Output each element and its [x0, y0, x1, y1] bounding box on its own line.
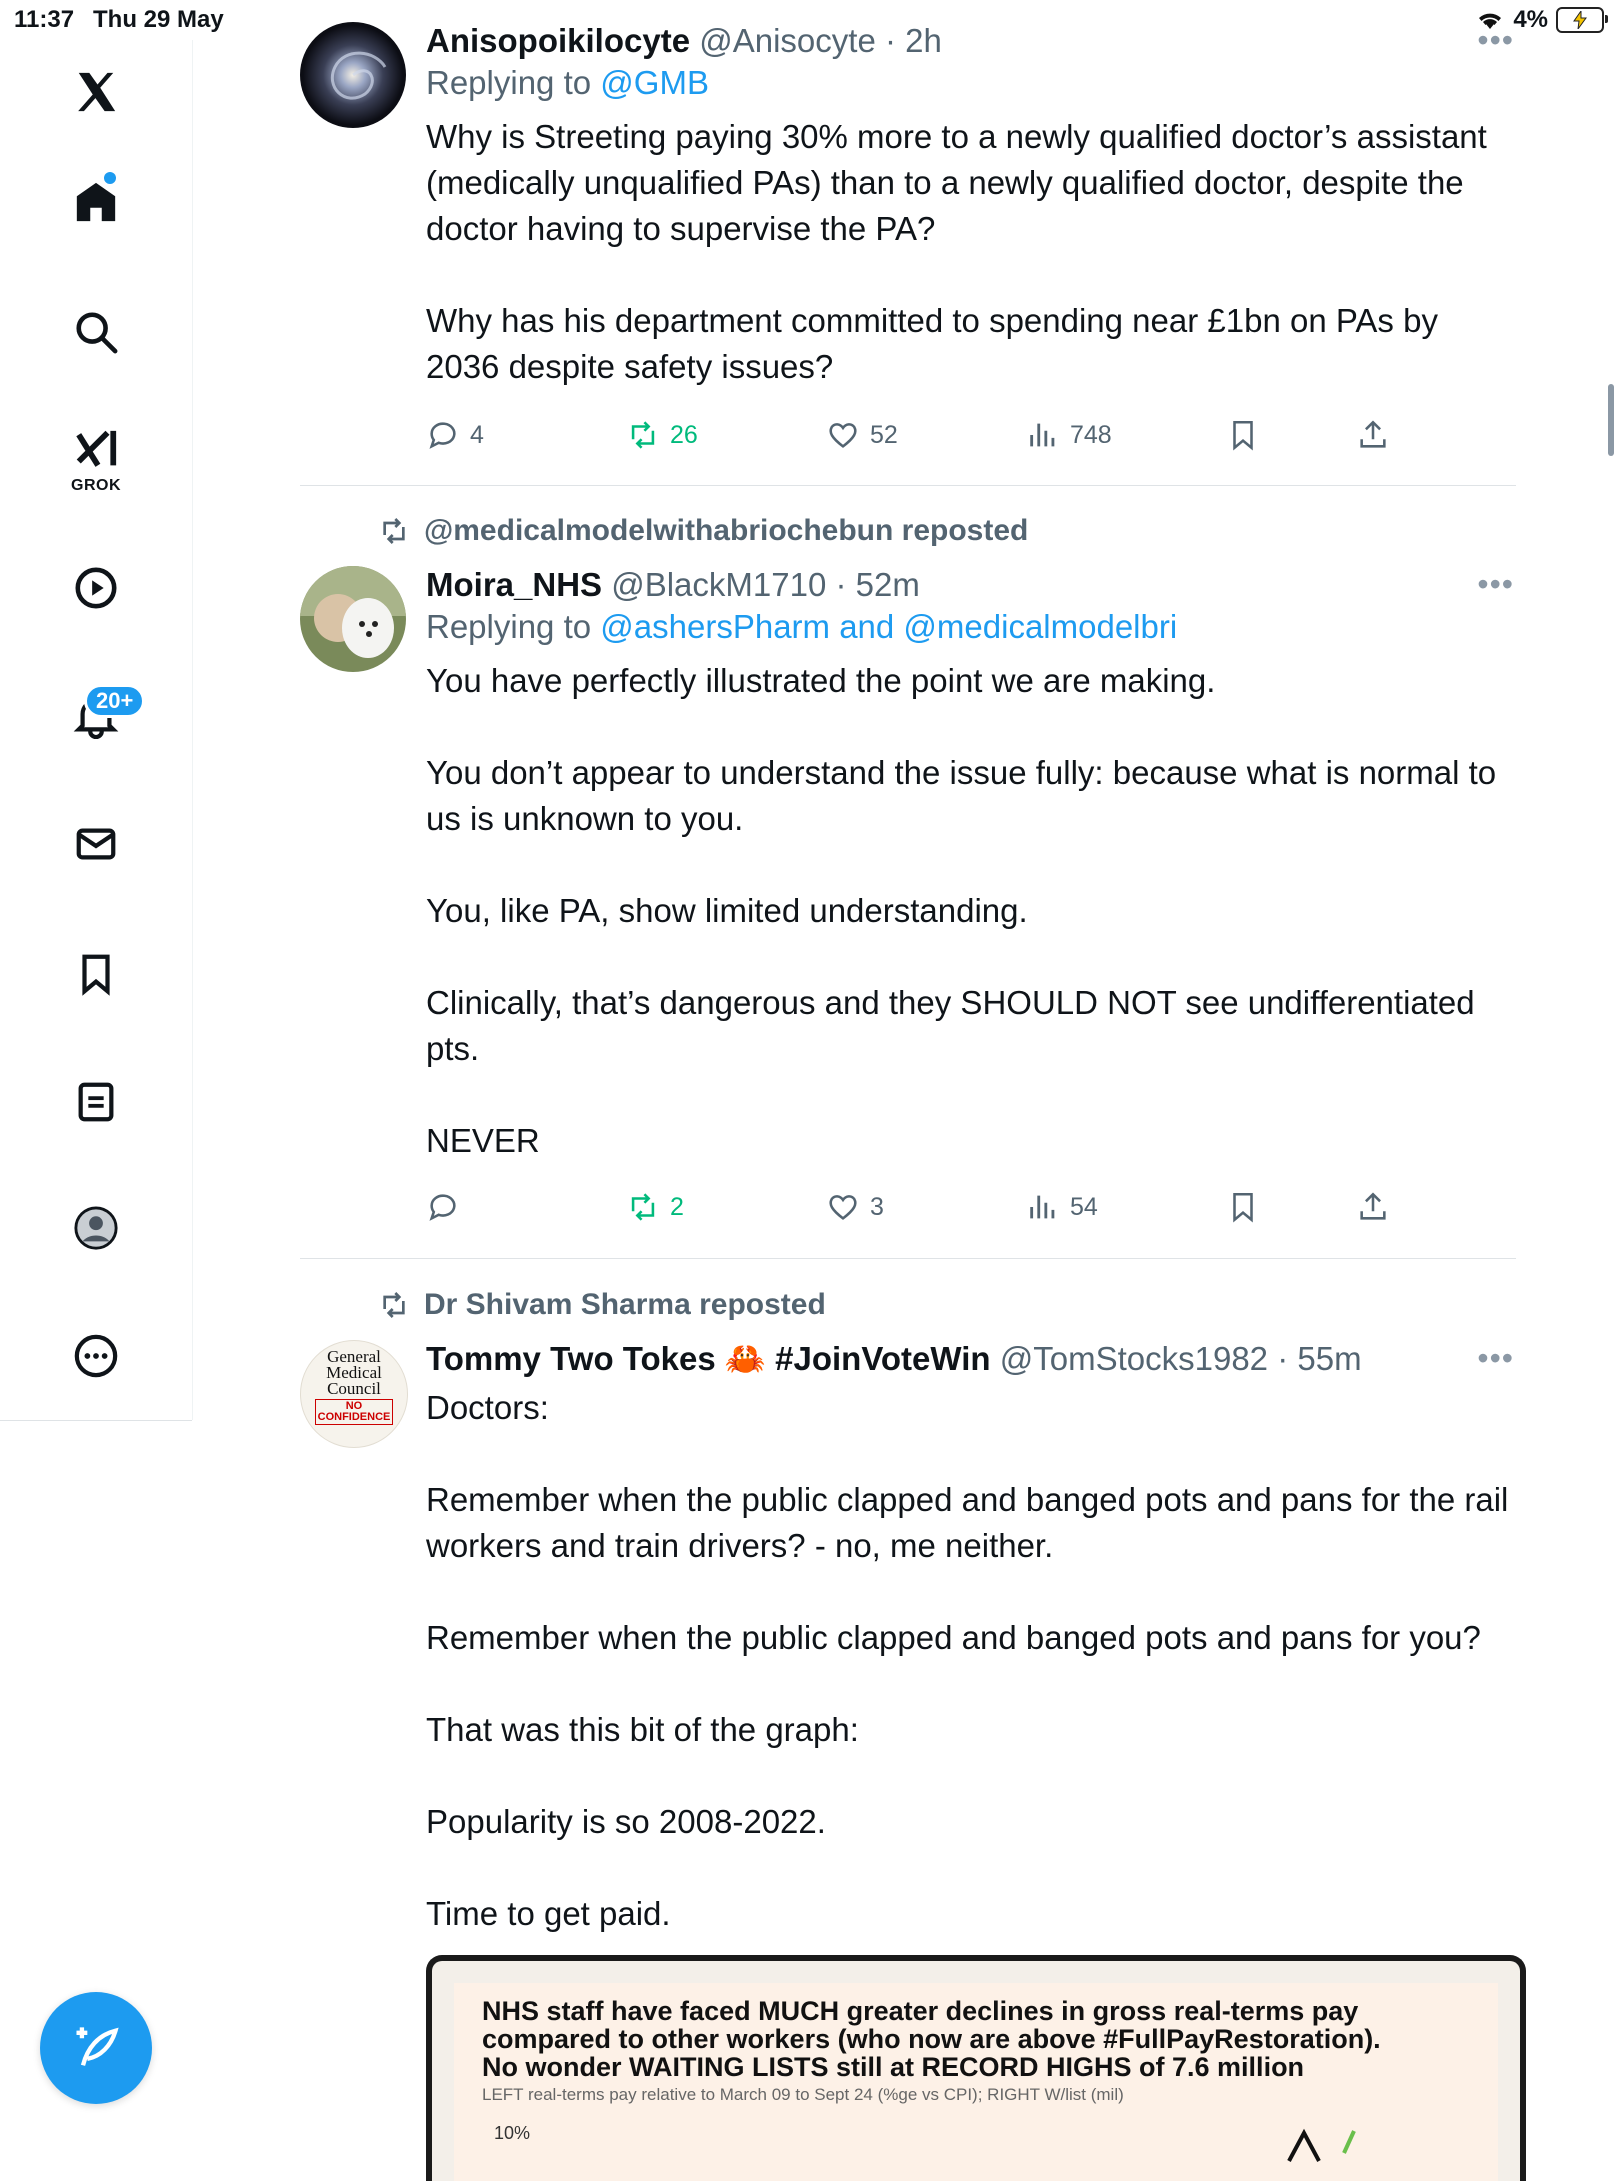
tweet-header — [426, 1340, 1516, 1379]
video-icon[interactable] — [66, 558, 126, 618]
author-handle[interactable]: @Anisocyte — [699, 22, 876, 59]
views-count: 748 — [1070, 420, 1112, 449]
replying-prefix: Replying to — [426, 64, 592, 101]
avatar-text-line: General — [327, 1347, 381, 1366]
tweet-paragraph: You, like PA, show limited understanding. — [426, 892, 1028, 929]
home-icon[interactable] — [66, 172, 126, 232]
author-handle[interactable]: @TomStocks1982 — [999, 1340, 1269, 1377]
more-options-icon[interactable]: ••• — [1477, 1340, 1514, 1376]
more-options-icon[interactable]: ••• — [1477, 22, 1514, 58]
search-icon[interactable] — [66, 302, 126, 362]
tweet-card[interactable] — [300, 22, 1520, 462]
tweet-divider — [300, 485, 1516, 486]
repost-icon — [378, 1289, 410, 1321]
heart-icon — [826, 1190, 860, 1224]
tweet-time[interactable]: · 55m — [1277, 1340, 1362, 1377]
replying-prefix: Replying to — [426, 608, 592, 645]
more-options-icon[interactable]: ••• — [1477, 566, 1514, 602]
reposted-by-line[interactable] — [378, 514, 1028, 548]
tweet-card[interactable] — [300, 1340, 1520, 1940]
like-count: 3 — [870, 1192, 884, 1221]
notifications-badge: 20+ — [84, 684, 145, 718]
chart-title-line: compared to other workers (who now are above #FullPayRestoration). — [482, 2024, 1381, 2054]
tweet-paragraph: Remember when the public clapped and banged pots and pans for the rail workers and train drivers? - no, me neither. — [426, 1481, 1509, 1564]
x-logo-icon[interactable] — [66, 62, 126, 122]
profile-icon[interactable] — [66, 1198, 126, 1258]
views-button[interactable] — [1026, 418, 1112, 452]
author-name[interactable]: Tommy Two Tokes 🦀 #JoinVoteWin — [426, 1340, 991, 1377]
repost-button[interactable] — [626, 418, 698, 452]
more-icon[interactable] — [66, 1326, 126, 1386]
tweet-text — [426, 658, 1516, 1164]
avatar[interactable] — [300, 22, 406, 128]
tweet-paragraph: Why is Streeting paying 30% more to a newly qualified doctor’s assistant (medically unqualified PAs) than to a newly qualified doctor, despite the doctor having to supervise the PA? — [426, 118, 1487, 247]
chart-line-fragment — [1284, 2123, 1384, 2163]
replying-line — [426, 64, 1516, 102]
tweet-paragraph: That was this bit of the graph: — [426, 1711, 859, 1748]
lists-icon[interactable] — [66, 1072, 126, 1132]
tweet-card[interactable] — [300, 566, 1520, 1246]
tweet-paragraph: Remember when the public clapped and banged pots and pans for you? — [426, 1619, 1481, 1656]
battery-icon — [1556, 7, 1604, 33]
battery-percent: 4% — [1513, 6, 1548, 33]
tweet-actions — [426, 418, 1426, 458]
chart-title-line: NHS staff have faced MUCH greater declines in gross real-terms pay — [482, 1996, 1359, 2026]
reposted-by-line[interactable] — [378, 1288, 826, 1322]
share-icon — [1356, 1190, 1390, 1224]
tweet-paragraph: Popularity is so 2008-2022. — [426, 1803, 826, 1840]
reply-mention-link[interactable]: @GMB — [600, 64, 709, 101]
reposted-by-label: Dr Shivam Sharma reposted — [424, 1288, 826, 1321]
author-handle[interactable]: @BlackM1710 — [611, 566, 827, 603]
share-button[interactable] — [1356, 1190, 1390, 1224]
tweet-paragraph: You have perfectly illustrated the point we are making. — [426, 662, 1216, 699]
chart-title-line: No wonder WAITING LISTS still at RECORD HIGHS of 7.6 million — [482, 2052, 1305, 2082]
compose-button[interactable] — [40, 1992, 152, 2104]
tweet-paragraph: You don’t appear to understand the issue fully: because what is normal to us is unknown to you. — [426, 754, 1497, 837]
bookmark-button[interactable] — [1226, 1190, 1260, 1224]
reposted-by-label: @medicalmodelwithabriochebun reposted — [424, 514, 1029, 547]
bookmark-button[interactable] — [1226, 418, 1260, 452]
reply-icon — [426, 418, 460, 452]
repost-button[interactable] — [626, 1190, 684, 1224]
repost-icon — [378, 515, 410, 547]
reply-count: 4 — [470, 420, 484, 449]
repost-count: 2 — [670, 1192, 684, 1221]
tweet-text — [426, 114, 1516, 390]
bookmark-icon — [1226, 418, 1260, 452]
views-button[interactable] — [1026, 1190, 1098, 1224]
grok-icon[interactable] — [66, 420, 126, 480]
bookmark-icon — [1226, 1190, 1260, 1224]
reply-icon — [426, 1190, 460, 1224]
tweet-paragraph: Time to get paid. — [426, 1895, 671, 1932]
bookmark-icon[interactable] — [66, 944, 126, 1004]
avatar-text-line: Medical — [326, 1363, 382, 1382]
tweet-header — [426, 22, 1516, 60]
compose-icon — [70, 2022, 122, 2074]
grok-label: GROK — [71, 477, 121, 494]
mail-icon[interactable] — [66, 814, 126, 874]
tweet-paragraph: Doctors: — [426, 1389, 549, 1426]
heart-icon — [826, 418, 860, 452]
like-button[interactable] — [826, 1190, 884, 1224]
avatar-text-line: Council — [327, 1379, 381, 1398]
tweet-text — [426, 1385, 1516, 1937]
tweet-paragraph: Clinically, that’s dangerous and they SHOULD NOT see undifferentiated pts. — [426, 984, 1475, 1067]
repost-count: 26 — [670, 420, 698, 449]
avatar[interactable] — [300, 566, 406, 672]
avatar[interactable] — [300, 1340, 408, 1448]
scrollbar[interactable] — [1608, 384, 1614, 456]
like-button[interactable] — [826, 418, 898, 452]
tweet-header — [426, 566, 1516, 604]
reply-button[interactable] — [426, 1190, 470, 1224]
replying-line — [426, 608, 1516, 646]
views-count: 54 — [1070, 1192, 1098, 1221]
avatar-stamp-line: CONFIDENCE — [317, 1411, 391, 1423]
author-name[interactable]: Moira_NHS — [426, 566, 603, 603]
author-name[interactable]: Anisopoikilocyte — [426, 22, 691, 59]
tweet-time[interactable]: · 2h — [884, 22, 942, 59]
chart-image-subtitle: LEFT real-terms pay relative to March 09 to Sept 24 (%ge vs CPI); RIGHT W/list (mil) — [482, 2085, 1124, 2104]
views-icon — [1026, 1190, 1060, 1224]
reply-button[interactable] — [426, 418, 484, 452]
status-date: Thu 29 May — [93, 6, 224, 33]
tweet-divider — [300, 1258, 1516, 1259]
tweet-time[interactable]: · 52m — [835, 566, 920, 603]
home-unread-dot — [104, 172, 116, 184]
tweet-paragraph: NEVER — [426, 1122, 540, 1159]
tweet-media-image[interactable] — [426, 1955, 1526, 2181]
repost-icon — [626, 418, 660, 452]
status-time: 11:37 — [14, 6, 75, 33]
share-icon — [1356, 418, 1390, 452]
reply-mention-link[interactable]: @ashersPharm and @medicalmodelbri — [600, 608, 1178, 645]
views-icon — [1026, 418, 1060, 452]
like-count: 52 — [870, 420, 898, 449]
chart-image-title — [482, 1997, 1462, 2081]
share-button[interactable] — [1356, 418, 1390, 452]
tweet-actions — [426, 1190, 1426, 1230]
chart-tick-label: 10% — [494, 2123, 531, 2143]
tweet-paragraph: Why has his department committed to spending near £1bn on PAs by 2036 despite safety issues? — [426, 302, 1438, 385]
chart-image-content — [454, 1983, 1498, 2181]
sidebar-divider — [0, 1420, 192, 1421]
avatar-stamp-line: NO — [345, 1400, 363, 1412]
repost-icon — [626, 1190, 660, 1224]
